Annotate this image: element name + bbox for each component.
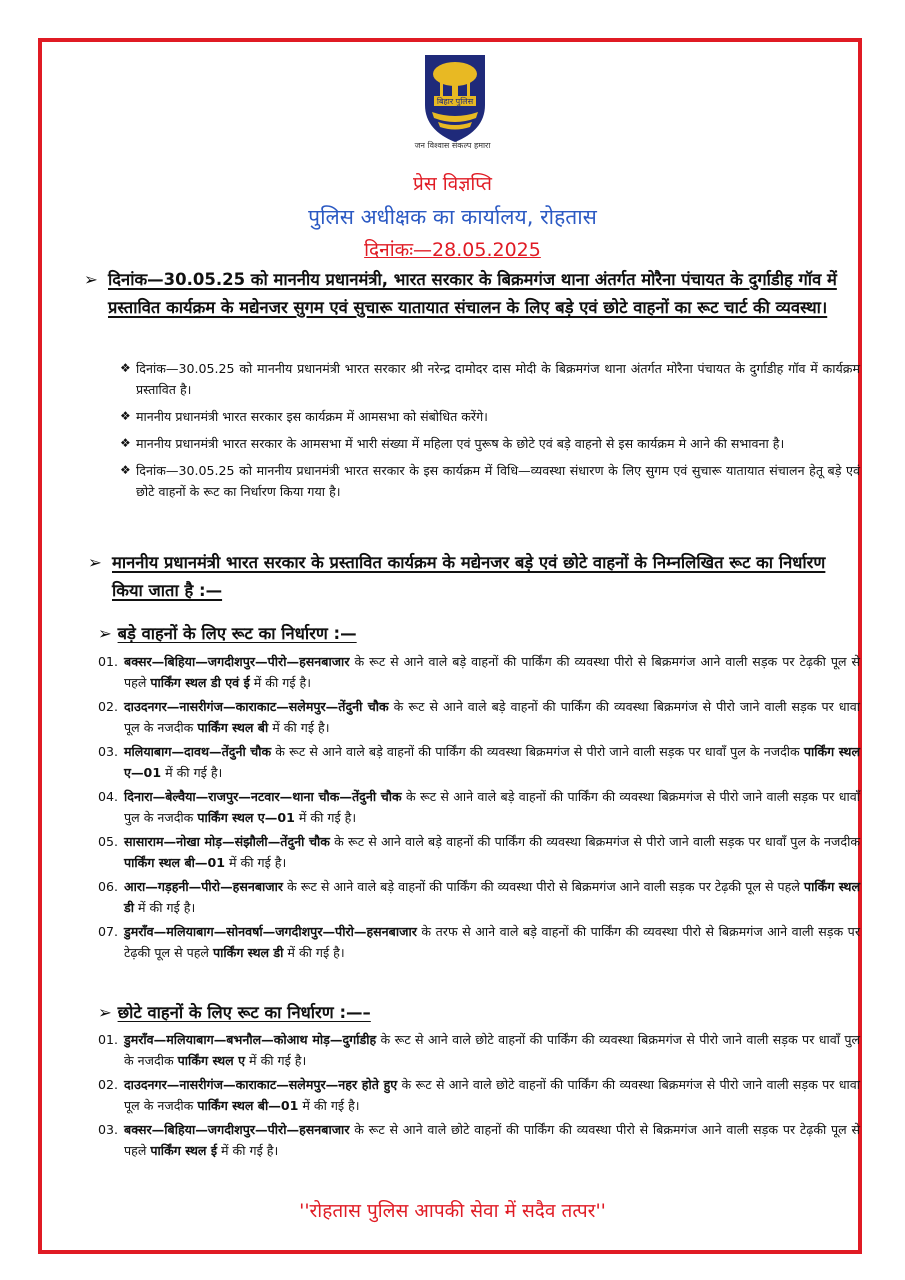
diamond-bullet-icon: ❖ <box>120 409 131 423</box>
large-vehicles-list <box>98 651 860 966</box>
list-item: ❖ माननीय प्रधानमंत्री भारत सरकार के आमसभा में भारी संख्या में महिला एवं पुरूष के छोटे एवं बड़े वाहनो से इस कार्यक्रम मे आने की सभावना है। <box>120 433 860 454</box>
route-item: 04. दिनारा—बेल्वैया—राजपुर—नटवार—थाना चौक—तेंदुनी चौक के रूट से आने वाले बड़े वाहनों की पार्किंग की व्यवस्था बिक्रमगंज से पीरो जाने वाली सड़क पर धावाँ पुल के नजदीक पार्किंग स्थल ए—01 में की गई है। <box>98 789 860 825</box>
bullet-list <box>120 358 860 508</box>
diamond-bullet-icon: ❖ <box>120 436 131 450</box>
arrow-bullet-icon: ➢ <box>98 1003 112 1022</box>
route-item: 03. बक्सर—बिहिया—जगदीशपुर—पीरो—हसनबाजार के रूट से आने वाले छोटे वाहनों की पार्किंग की व्यवस्था पीरो से बिक्रमगंज आने वाली सड़क पर टेढ़की पूल से पहले पार्किंग स्थल ई में की गई है। <box>98 1122 860 1158</box>
svg-text:बिहार पुलिस: बिहार पुलिस <box>436 97 474 106</box>
route-item: 05. सासाराम—नोखा मोड़—संझौली—तेंदुनी चौक के रूट से आने वाले बड़े वाहनों की पार्किंग की व्यवस्था बिक्रमगंज से पीरो जाने वाली सड़क पर धावाँ पुल के नजदीक पार्किंग स्थल बी—01 में की गई है। <box>98 834 860 870</box>
list-item: ❖ दिनांक—30.05.25 को माननीय प्रधानमंत्री भारत सरकार श्री नरेन्द्र दामोदर दास मोदी के बिक्रमगंज थाना अंतर्गत मोरैना पंचायत के दुर्गाडीह गॉव में कार्यक्रम प्रस्तावित है। <box>120 358 860 400</box>
arrow-bullet-icon: ➢ <box>84 270 98 289</box>
route-item: 01. बक्सर—बिहिया—जगदीशपुर—पीरो—हसनबाजार के रूट से आने वाले बड़े वाहनों की पार्किंग की व्यवस्था पीरो से बिक्रमगंज आने वाली सड़क पर टेढ़की पूल से पहले पार्किंग स्थल डी एवं ई में की गई है। <box>98 654 860 690</box>
small-vehicles-list <box>98 1029 860 1164</box>
arrow-bullet-icon: ➢ <box>88 553 102 572</box>
route-item: 01. डुमराँव—मलियाबाग—बभनौल—कोआथ मोड़—दुर्गाडीह के रूट से आने वाले छोटे वाहनों की पार्किंग की व्यवस्था बिक्रमगंज से पीरो जाने वाली सड़क पर धावाँ पुल के नजदीक पार्किंग स्थल ए में की गई है। <box>98 1032 861 1068</box>
main-point-1: ➢ दिनांक—30.05.25 को माननीय प्रधानमंत्री, भारत सरकार के बिक्रमगंज थाना अंतर्गत मोरैना पंचायत के दुर्गाडीह गॉव में प्रस्तावित कार्यक्रम के मद्येनजर सुगम एवं सुचारू यातायात संचालन के लिए बड़े एवं छोटे वाहनों का रूट चार्ट की व्यवस्था। <box>108 266 860 322</box>
main-point-2: ➢ माननीय प्रधानमंत्री भारत सरकार के प्रस्तावित कार्यक्रम के मद्येनजर बड़े एवं छोटे वाहनों के निम्नलिखित रूट का निर्धारण किया जाता है :— <box>112 549 860 605</box>
large-vehicles-heading: ➢ बड़े वाहनों के लिए रूट का निर्धारण :— <box>98 624 357 643</box>
arrow-bullet-icon: ➢ <box>98 624 112 643</box>
logo-motto: जन विश्वास संकल्प हमारा <box>414 141 491 150</box>
diamond-bullet-icon: ❖ <box>120 361 131 375</box>
route-item: 06. आरा—गड़हनी—पीरो—हसनबाजार के रूट से आने वाले बड़े वाहनों की पार्किंग की व्यवस्था पीरो से बिक्रमगंज आने वाली सड़क पर टेढ़की पूल से पहले पार्किंग स्थल डी में की गई है। <box>98 879 860 915</box>
list-item: ❖ दिनांक—30.05.25 को माननीय प्रधानमंत्री भारत सरकार के इस कार्यक्रम में विधि—व्यवस्था संधारण के लिए सुगम एवं सुचारू यातायात संचालन हेतू बड़े एवं छोटे वाहनों के रूट का निर्धारण किया गया है। <box>120 460 860 502</box>
press-release-title: प्रेस विज्ञप्ति <box>413 173 492 195</box>
small-vehicles-heading: ➢ छोटे वाहनों के लिए रूट का निर्धारण :—– <box>98 1003 371 1022</box>
route-item: 02. दाउदनगर—नासरीगंज—काराकाट—सलेमपुर—तेंदुनी चौक के रूट से आने वाले बड़े वाहनों की पार्किंग की व्यवस्था बिक्रमगंज से पीरो जाने वाली सड़क पर धावा पूल के नजदीक पार्किंग स्थल बी में की गई है। <box>98 699 860 735</box>
closing-slogan: ''रोहतास पुलिस आपकी सेवा में सदैव तत्पर'' <box>299 1200 606 1222</box>
route-item: 03. मलियाबाग—दावथ—तेंदुनी चौक के रूट से आने वाले बड़े वाहनों की पार्किंग की व्यवस्था बिक्रमगंज से पीरो जाने वाली सड़क पर धावाँ पुल के नजदीक पार्किंग स्थल ए—01 में की गई है। <box>98 744 861 780</box>
list-item: ❖ माननीय प्रधानमंत्री भारत सरकार इस कार्यक्रम में आमसभा को संबोधित करेंगे। <box>120 406 860 427</box>
release-date: दिनांकः—28.05.2025 <box>364 239 541 261</box>
diamond-bullet-icon: ❖ <box>120 463 131 477</box>
office-name: पुलिस अधीक्षक का कार्यालय, रोहतास <box>308 205 597 229</box>
route-item: 07. डुमराँव—मलियाबाग—सोनवर्षा—जगदीशपुर—पीरो—हसनबाजार के तरफ से आने वाले बड़े वाहनों की पार्किंग की व्यवस्था पीरो से बिक्रमगंज आने वाली सड़क पर टेढ़की पूल से पहले पार्किंग स्थल डी में की गई है। <box>98 924 860 960</box>
route-item: 02. दाउदनगर—नासरीगंज—काराकाट—सलेमपुर—नहर होते हुए के रूट से आने वाले छोटे वाहनों की पार्किंग की व्यवस्था बिक्रमगंज से पीरो जाने वाली सड़क पर धावा पूल के नजदीक पार्किंग स्थल बी—01 में की गई है। <box>98 1077 860 1113</box>
